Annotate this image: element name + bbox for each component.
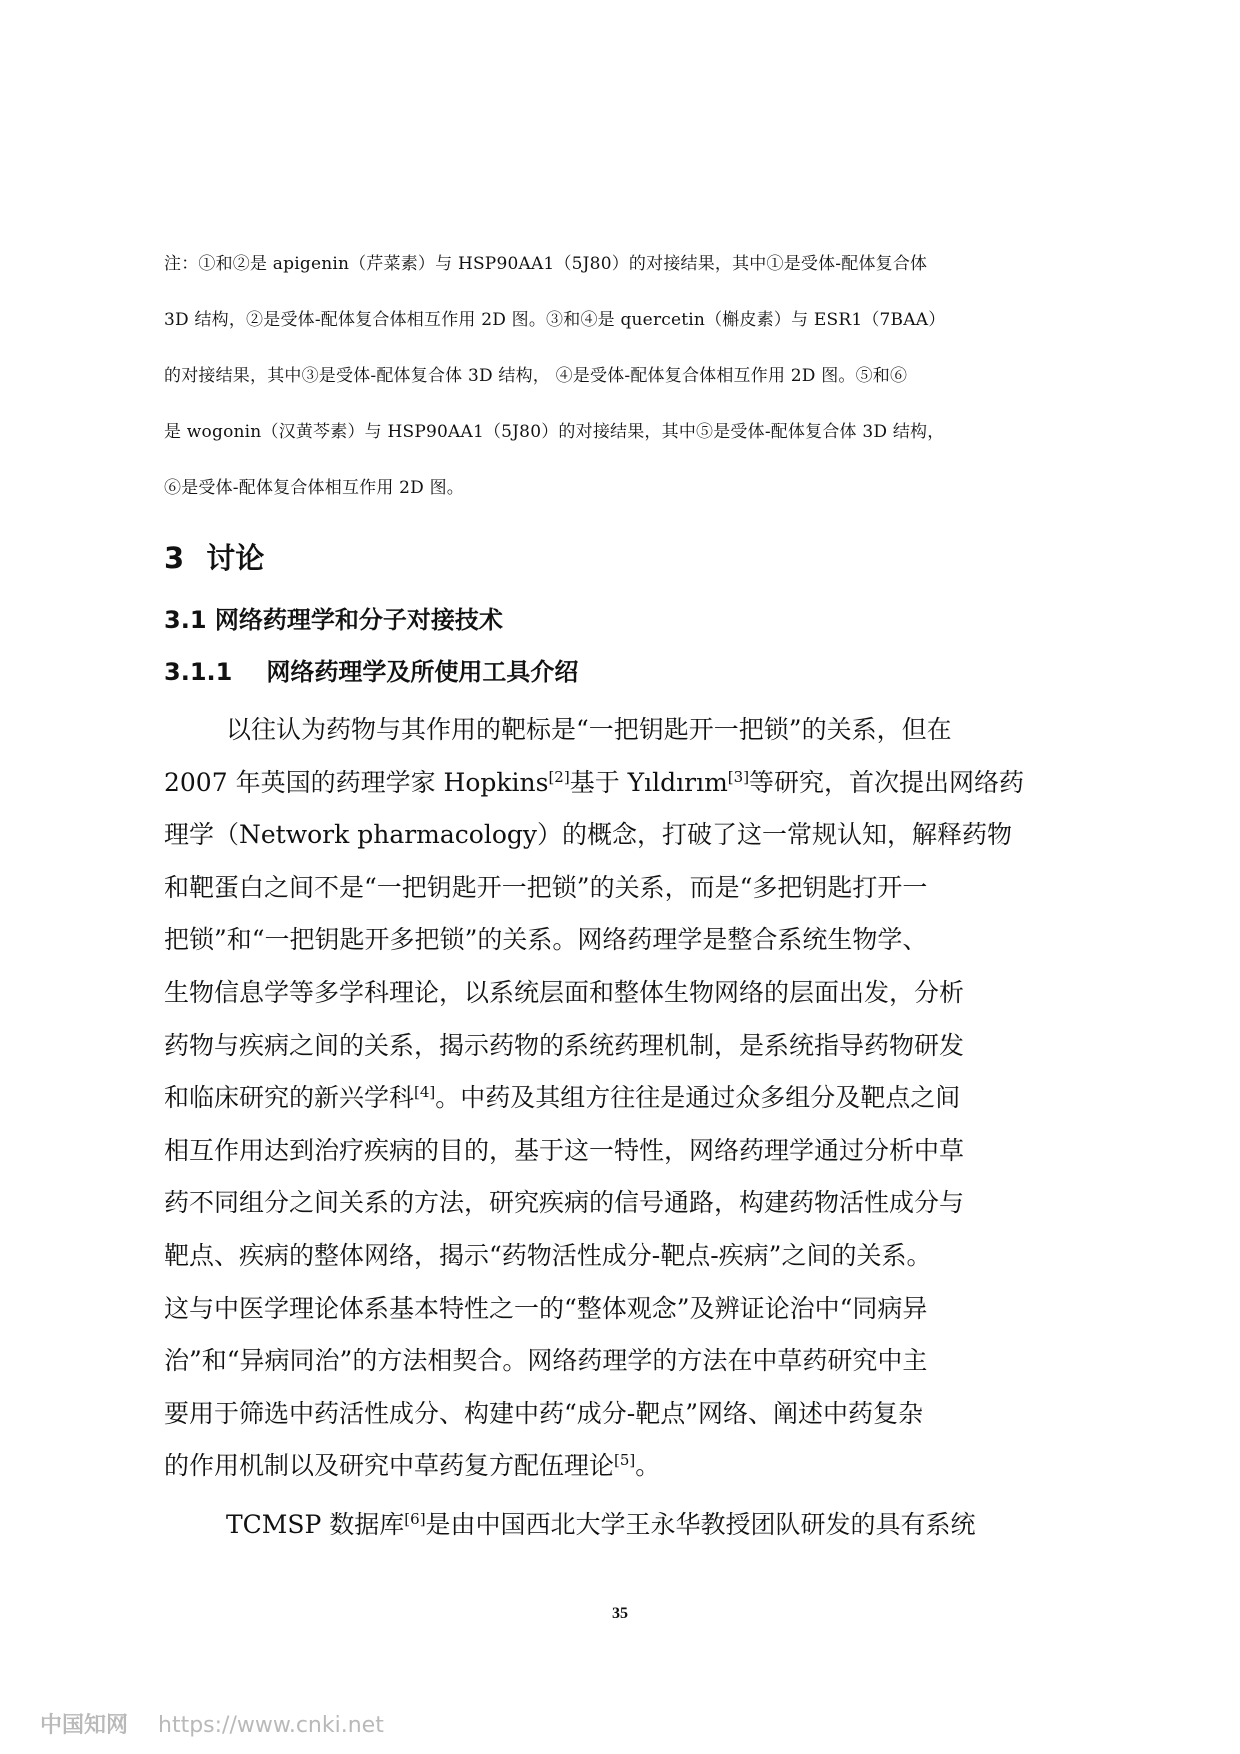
citation-ref[interactable]: [2] xyxy=(548,767,570,786)
paragraph-line xyxy=(164,757,1094,810)
paragraph-line: 把锁”和“一把钥匙开多把锁”的关系。网络药理学是整合系统生物学、 xyxy=(164,925,928,955)
watermark-brand: 中国知网 xyxy=(40,1713,129,1738)
text-run: 和临床研究的新兴学科 xyxy=(164,1083,415,1113)
text-run: 。 xyxy=(635,1451,661,1481)
citation-ref[interactable]: [5] xyxy=(614,1451,636,1470)
note-line-3: 的对接结果，其中③是受体-配体复合体 3D 结构， ④是受体-配体复合体相互作用 2D 图。⑤和⑥ xyxy=(164,366,908,386)
watermark-url[interactable]: https://www.cnki.net xyxy=(158,1713,384,1738)
text-run: 等研究，首次提出网络药 xyxy=(749,767,1025,797)
note-line-4: 是 wogonin（汉黄芩素）与 HSP90AA1（5J80）的对接结果，其中⑤是受体-配体复合体 3D 结构， xyxy=(164,422,945,442)
text-run: 是由中国西北大学王永华教授团队研发的具有系统 xyxy=(425,1510,976,1539)
paragraph-line: 要用于筛选中药活性成分、构建中药“成分-靶点”网络、阐述中药复杂 xyxy=(164,1398,924,1428)
paragraph-line: 以往认为药物与其作用的靶标是“一把钥匙开一把锁”的关系，但在 xyxy=(226,715,952,744)
paragraph-line: 理学（Network pharmacology）的概念，打破了这一常规认知，解释药物 xyxy=(164,820,1013,850)
text-run: 2007 年英国的药理学家 Hopkins xyxy=(164,767,549,797)
paragraph-line: 药物与疾病之间的关系，揭示药物的系统药理机制，是系统指导药物研发 xyxy=(164,1030,965,1060)
text-run: TCMSP 数据库 xyxy=(226,1510,405,1539)
paragraph-line: 相互作用达到治疗疾病的目的，基于这一特性，网络药理学通过分析中草 xyxy=(164,1135,965,1165)
paragraph-line xyxy=(164,1499,1094,1552)
body-paragraph-2 xyxy=(164,1499,1094,1552)
figure-note xyxy=(164,236,1094,516)
citation-ref[interactable]: [4] xyxy=(414,1083,436,1102)
section-number: 3 xyxy=(164,541,185,575)
paragraph-line: 和靶蛋白之间不是“一把钥匙开一把锁”的关系，而是“多把钥匙打开一 xyxy=(164,872,928,902)
note-line-5: ⑥是受体-配体复合体相互作用 2D 图。 xyxy=(164,478,464,498)
paragraph-line xyxy=(164,1440,1094,1493)
page-number: 35 xyxy=(612,1605,628,1622)
paragraph-line: 治”和“异病同治”的方法相契合。网络药理学的方法在中草药研究中主 xyxy=(164,1346,928,1376)
paragraph-line: 这与中医学理论体系基本特性之一的“整体观念”及辨证论治中“同病异 xyxy=(164,1293,928,1323)
paragraph-line xyxy=(164,1072,1094,1125)
text-run: 基于 Yıldırım xyxy=(569,767,728,797)
citation-ref[interactable]: [6] xyxy=(404,1510,426,1528)
paragraph-line: 生物信息学等多学科理论，以系统层面和整体生物网络的层面出发，分析 xyxy=(164,977,965,1007)
text-run: 的作用机制以及研究中草药复方配伍理论 xyxy=(164,1451,615,1481)
body-paragraph-1 xyxy=(164,704,1094,1493)
subsubsection-number: 3.1.1 xyxy=(164,658,233,686)
subsubsection-title: 网络药理学及所使用工具介绍 xyxy=(266,658,579,686)
subsubsection-heading xyxy=(164,652,578,687)
subsection-heading: 3.1 网络药理学和分子对接技术 xyxy=(164,606,503,634)
section-heading xyxy=(164,536,264,577)
note-line-1: 注：①和②是 apigenin（芹菜素）与 HSP90AA1（5J80）的对接结果，其中①是受体-配体复合体 xyxy=(164,254,928,274)
cnki-watermark xyxy=(40,1708,384,1739)
paragraph-line: 靶点、疾病的整体网络，揭示“药物活性成分-靶点-疾病”之间的关系。 xyxy=(164,1240,932,1270)
note-line-2: 3D 结构，②是受体-配体复合体相互作用 2D 图。③和④是 quercetin（槲皮素）与 ESR1（7BAA） xyxy=(164,310,946,330)
section-title: 讨论 xyxy=(206,541,265,575)
paragraph-line: 药不同组分之间关系的方法，研究疾病的信号通路，构建药物活性成分与 xyxy=(164,1188,965,1218)
text-run: 。中药及其组方往往是通过众多组分及靶点之间 xyxy=(435,1083,961,1113)
citation-ref[interactable]: [3] xyxy=(727,767,750,786)
